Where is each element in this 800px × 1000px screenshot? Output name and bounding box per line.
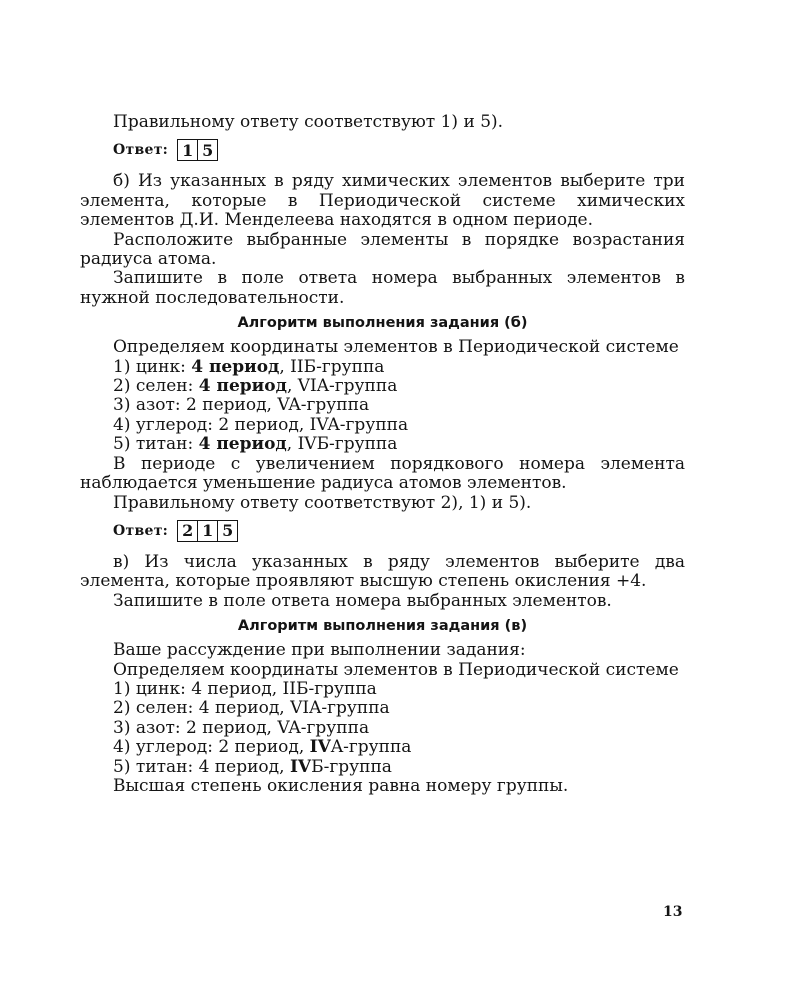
list-item: 3) азот: 2 период, VA-группа xyxy=(113,717,370,738)
answer-cell: 1 xyxy=(178,140,198,160)
list-item: 5) титан: 4 период, IVБ-группа xyxy=(113,434,398,455)
answer-a xyxy=(113,136,685,164)
task-c-record-instruction: Запишите в поле ответа номера выбранных элементов. xyxy=(113,590,612,611)
list-item: 5) титан: 4 период, IVБ-группа xyxy=(113,756,392,777)
algorithm-c-intro: Определяем координаты элементов в Периодической системе xyxy=(113,659,679,680)
answer-b xyxy=(113,517,685,545)
answer-boxes xyxy=(177,520,238,542)
answer-boxes xyxy=(177,139,218,161)
task-c-statement: в) Из числа указанных в ряду элементов выберите два элемента, которые проявляют высшую степень окисления +4. xyxy=(80,551,685,592)
answer-cell: 5 xyxy=(202,140,214,160)
algorithm-b-conclusion: В периоде с увеличением порядкового номера элемента наблюдается уменьшение радиуса атомов элементов. xyxy=(80,453,685,494)
part-a-conclusion: Правильному ответу соответствуют 1) и 5). xyxy=(113,112,504,132)
list-item: 2) селен: 4 период, VIA-группа xyxy=(113,698,390,719)
task-b-statement: б) Из указанных в ряду химических элементов выберите три элемента, которые в Периодической системе химических элементов Д.И. Менделеева находятся в одном периоде. xyxy=(80,171,685,231)
algorithm-c-reasoning: Ваше рассуждение при выполнении задания: xyxy=(113,640,526,661)
answer-cell: 5 xyxy=(222,521,234,541)
page-number: 13 xyxy=(663,904,683,920)
answer-label: Ответ: xyxy=(113,142,169,159)
algorithm-b-intro: Определяем координаты элементов в Периодической системе xyxy=(113,337,679,358)
algorithm-b-correct: Правильному ответу соответствуют 2), 1) и 5). xyxy=(113,492,532,513)
list-item: 2) селен: 4 период, VIA-группа xyxy=(113,376,398,397)
algorithm-c-conclusion: Высшая степень окисления равна номеру группы. xyxy=(113,775,569,796)
task-b-record-instruction: Запишите в поле ответа номера выбранных элементов в нужной последовательности. xyxy=(80,268,685,308)
answer-cell: 2 xyxy=(178,521,198,541)
list-item: 3) азот: 2 период, VA-группа xyxy=(113,395,370,416)
list-item: 1) цинк: 4 период, IIБ-группа xyxy=(113,356,385,377)
list-item: 1) цинк: 4 период, IIБ-группа xyxy=(113,678,377,699)
task-b-order-instruction: Расположите выбранные элементы в порядке возрастания радиуса атома. xyxy=(80,229,685,270)
answer-label: Ответ: xyxy=(113,522,169,539)
algorithm-c-heading: Алгоритм выполнения задания (в) xyxy=(237,618,528,635)
algorithm-b-heading: Алгоритм выполнения задания (б) xyxy=(237,315,528,332)
answer-cell: 1 xyxy=(198,521,218,541)
list-item: 4) углерод: 2 период, IVA-группа xyxy=(113,414,409,435)
list-item: 4) углерод: 2 период, IVA-группа xyxy=(113,737,412,758)
page-content xyxy=(80,113,685,796)
